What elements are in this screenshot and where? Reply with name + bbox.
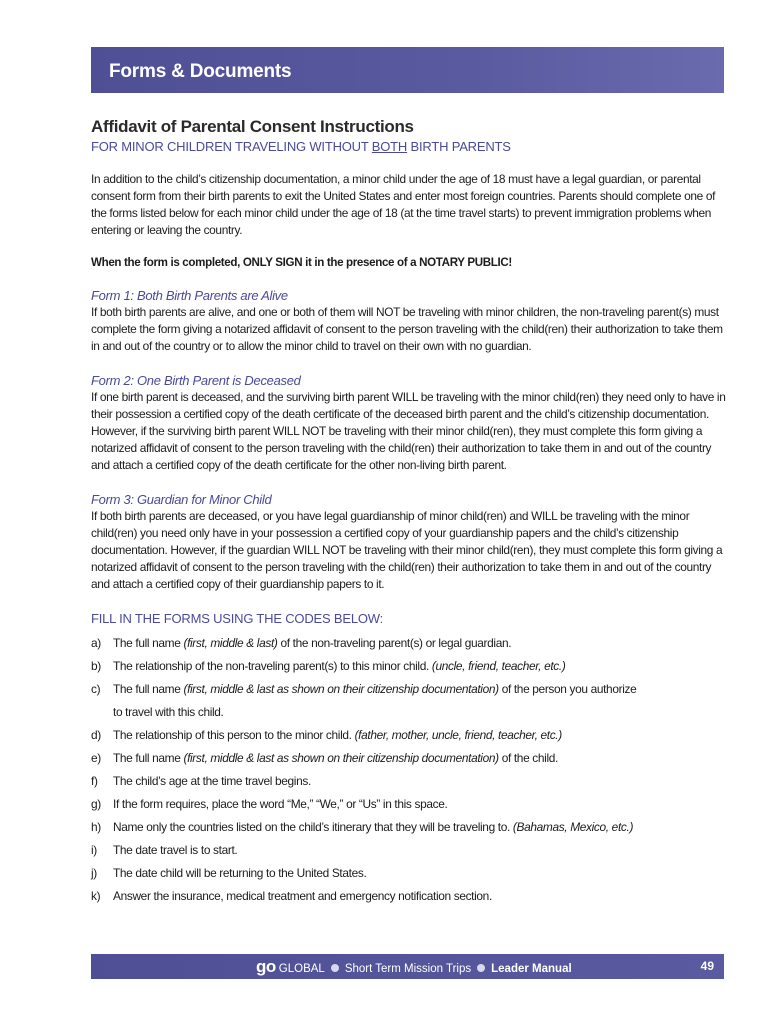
list-item: j) The date child will be returning to the United States.	[91, 866, 367, 880]
form-1-body: If both birth parents are alive, and one or both of them will NOT be traveling with minor children, the non-traveling parent(s) must complete the form giving a notarized affidavit of consent to the person traveling with the child(ren) their authorization to take them in and out of the country or to allow the minor child to travel on their own with no guardian.	[91, 305, 723, 353]
list-item: i) The date travel is to start.	[91, 843, 238, 857]
list-item: k) Answer the insurance, medical treatment and emergency notification section.	[91, 889, 492, 903]
list-item: f) The child’s age at the time travel begins.	[91, 774, 311, 788]
list-item: d) The relationship of this person to the minor child. (father, mother, uncle, friend, teacher, etc.)	[91, 728, 562, 742]
bullet-icon	[331, 964, 339, 972]
document-body	[91, 112, 727, 908]
list-item: h) Name only the countries listed on the child’s itinerary that they will be traveling to. (Bahamas, Mexico, etc.)	[91, 820, 634, 834]
brand-global: GLOBAL	[278, 963, 325, 975]
footer-branding	[256, 957, 572, 977]
list-item: c) The full name (first, middle & last as shown on their citizenship documentation) of the person you authorize to travel with this child.	[91, 682, 637, 719]
form-3-heading: Form 3: Guardian for Minor Child	[91, 492, 272, 507]
notary-notice: When the form is completed, ONLY SIGN it in the presence of a NOTARY PUBLIC!	[91, 256, 512, 269]
subtitle-underlined: BOTH	[371, 139, 408, 154]
codes-list	[91, 632, 727, 908]
form-1-section	[91, 287, 727, 355]
form-2-body: If one birth parent is deceased, and the surviving birth parent WILL be traveling with the minor child(ren) they need only to have in their possession a certified copy of the death certificate of the deceased birth parent and the child’s citizenship documentation. However, if the surviving birth parent WILL NOT be traveling with their minor child(ren), they must complete this form giving a notarized affidavit of consent to the person traveling with the child(ren) their authorization to take them in and out of the country and attach a certified copy of the death certificate for the other non-living birth parent.	[91, 390, 726, 472]
footer-manual: Leader Manual	[491, 963, 572, 975]
bullet-icon	[477, 964, 485, 972]
section-title: Forms & Documents	[109, 61, 292, 82]
list-item: e) The full name (first, middle & last as shown on their citizenship documentation) of the child.	[91, 751, 558, 765]
form-2-section	[91, 372, 727, 474]
intro-paragraph: In addition to the child’s citizenship documentation, a minor child under the age of 18 must have a legal guardian, or parental consent form from their birth parents to exit the United States and enter most foreign countries. Parents should complete one of the forms listed below for each minor child under the age of 18 (at the time travel starts) to prevent immigration problems when entering or leaving the country.	[91, 172, 716, 237]
form-3-section	[91, 491, 727, 593]
brand-go: go	[256, 957, 276, 976]
list-item: g) If the form requires, place the word “Me,” “We,” or “Us” in this space.	[91, 797, 448, 811]
footer-program: Short Term Mission Trips	[344, 963, 472, 975]
document-subtitle	[91, 138, 727, 156]
form-3-body: If both birth parents are deceased, or you have legal guardianship of minor child(ren) and WILL be traveling with the minor child(ren) you need only have in your possession a certified copy of your guardianship papers and the child’s citizenship documentation. However, if the guardian WILL NOT be traveling with their minor child(ren), they must complete this form giving a notarized affidavit of consent to the person traveling with the child(ren) their authorization to take them in and out of the country and attach a certified copy of their guardianship papers to it.	[91, 509, 723, 591]
form-2-heading: Form 2: One Birth Parent is Deceased	[91, 373, 301, 388]
document-title: Affidavit of Parental Consent Instructions	[91, 117, 414, 136]
subtitle-pre: FOR MINOR CHILDREN TRAVELING WITHOUT	[91, 139, 372, 154]
page-footer	[91, 954, 724, 979]
subtitle-post: BIRTH PARENTS	[407, 139, 511, 154]
codes-heading: FILL IN THE FORMS USING THE CODES BELOW:	[91, 611, 384, 626]
page-number: 49	[700, 959, 714, 973]
list-item: b) The relationship of the non-traveling parent(s) to this minor child. (uncle, friend, teacher, etc.)	[91, 659, 566, 673]
list-item: a) The full name (first, middle & last) of the non-traveling parent(s) or legal guardian.	[91, 636, 512, 650]
form-1-heading: Form 1: Both Birth Parents are Alive	[91, 288, 288, 303]
